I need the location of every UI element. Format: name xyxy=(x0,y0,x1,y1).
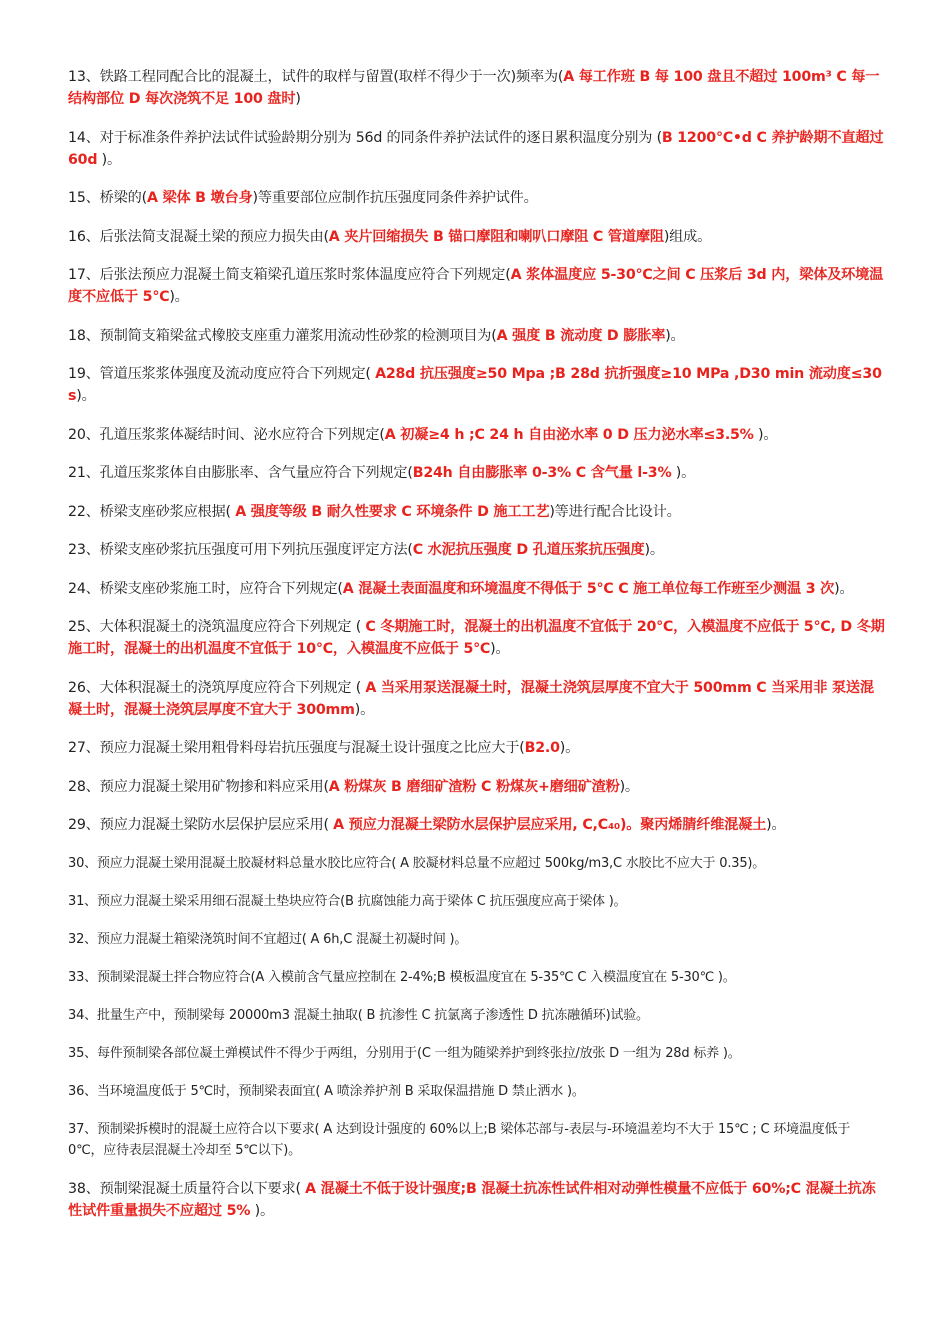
question-text: )。 xyxy=(559,740,580,756)
question-text: )。 xyxy=(490,641,510,657)
answer-text: C 水泥抗压强度 D 孔道压浆抗压强度 xyxy=(412,542,645,558)
question-text: )。 xyxy=(354,701,375,718)
question-item xyxy=(68,1119,886,1161)
question-text: 26、大体积混凝土的浇筑厚度应符合下列规定 ( xyxy=(68,679,366,696)
question-item xyxy=(68,187,886,209)
answer-text: B 1200℃•d C 养护龄期不直超过 60d xyxy=(68,129,884,168)
answer-text: A 梁体 B 墩台身 xyxy=(146,190,253,206)
question-text: 24、桥梁支座砂浆施工时，应符合下列规定( xyxy=(68,580,343,597)
question-text: 25、大体积混凝土的浇筑温度应符合下列规定 ( xyxy=(68,619,366,635)
question-item xyxy=(68,616,886,660)
question-item xyxy=(68,539,886,561)
question-text: 18、预制简支箱梁盆式橡胶支座重力灌浆用流动性砂浆的检测项目为( xyxy=(68,327,497,344)
question-item xyxy=(68,226,886,248)
answer-text: A 预应力混凝土梁防水层保护层应采用, C,C₄₀)。聚丙烯腈纤维混凝土 xyxy=(333,817,767,833)
question-text: )。 xyxy=(250,1202,274,1219)
question-text: )等进行配合比设计。 xyxy=(549,503,681,520)
answer-text: A 浆体温度应 5-30℃之间 C 压浆后 3d 内，梁体及环境温度不应低于 5℃ xyxy=(68,267,884,305)
answer-text: C 冬期施工时，混凝土的出机温度不宜低于 20℃，入模温度不应低于 5℃, D 冬期施工时，混凝土的出机温度不宜低于 10℃，入模温度不应低于 5℃ xyxy=(68,619,885,657)
answer-text: A 夹片回缩损失 B 锚口摩阻和喇叭口摩阻 C 管道摩阻 xyxy=(328,228,664,245)
question-item xyxy=(68,1081,886,1102)
question-text: )。 xyxy=(753,426,778,443)
question-item xyxy=(68,127,886,171)
question-item xyxy=(68,66,886,110)
question-text: 37、预制梁拆模时的混凝土应符合以下要求( A 达到设计强度的 60%以上;B 梁体芯部与-表层与-环境温差均不大于 15℃ ; C 环境温度低于 0℃，应待表层混凝土冷却至 5℃以下)。 xyxy=(68,1121,851,1158)
question-text: )。 xyxy=(97,151,121,168)
question-text: 17、后张法预应力混凝土简支箱梁孔道压浆时浆体温度应符合下列规定( xyxy=(68,267,511,283)
question-text: 30、预应力混凝土梁用混凝土胶凝材料总量水胶比应符合( A 胶凝材料总量不应超过 500kg/m3,C 水胶比不应大于 0.35)。 xyxy=(68,855,766,871)
question-text: 23、桥梁支座砂浆抗压强度可用下列抗压强度评定方法( xyxy=(68,542,413,558)
question-item xyxy=(68,462,886,484)
question-text: 21、孔道压浆浆体自由膨胀率、含气量应符合下列规定( xyxy=(68,465,413,481)
question-item xyxy=(68,814,886,836)
question-item xyxy=(68,737,886,759)
question-text: )组成。 xyxy=(663,228,712,245)
question-item xyxy=(68,424,886,446)
question-text: 34、批量生产中，预制梁每 20000m3 混凝土抽取( B 抗渗性 C 抗氯离子渗透性 D 抗冻融循环)试验。 xyxy=(68,1007,649,1023)
question-text: )等重要部位应制作抗压强度同条件养护试件。 xyxy=(252,190,538,206)
question-list xyxy=(68,66,886,1238)
answer-text: A 强度等级 B 耐久性要求 C 环境条件 D 施工工艺 xyxy=(235,503,550,520)
question-item xyxy=(68,264,886,308)
question-item xyxy=(68,363,886,407)
question-item xyxy=(68,891,886,912)
question-item xyxy=(68,853,886,874)
answer-text: A28d 抗压强度≥50 Mpa ;B 28d 抗折强度≥10 MPa ,D30 min 流动度≤30 s xyxy=(68,366,882,404)
question-text: )。 xyxy=(76,388,96,404)
question-item xyxy=(68,1043,886,1064)
question-text: 33、预制梁混凝土拌合物应符合(A 入模前含气量应控制在 2-4%;B 模板温度宜在 5-35℃ C 入模温度宜在 5-30℃ )。 xyxy=(68,969,736,985)
question-text: 13、铁路工程同配合比的混凝土，试件的取样与留置(取样不得少于一次)频率为( xyxy=(68,69,564,85)
question-text: 36、当环境温度低于 5℃时，预制梁表面宜( A 喷涂养护剂 B 采取保温措施 D 禁止洒水 )。 xyxy=(68,1083,585,1099)
question-text: 31、预应力混凝土梁采用细石混凝土垫块应符合(B 抗腐蚀能力高于梁体 C 抗压强度应高于梁体 )。 xyxy=(68,893,627,909)
question-text: 19、管道压浆浆体强度及流动度应符合下列规定( xyxy=(68,366,376,382)
question-text: ) xyxy=(295,91,301,107)
answer-text: A 初凝≥4 h ;C 24 h 自由泌水率 0 D 压力泌水率≤3.5% xyxy=(384,426,754,443)
question-item xyxy=(68,501,886,523)
answer-text: A 每工作班 B 每 100 盘且不超过 100m³ C 每一结构部位 D 每次浇筑不足 100 盘时 xyxy=(68,69,880,107)
question-text: )。 xyxy=(766,817,786,833)
answer-text: A 粉煤灰 B 磨细矿渣粉 C 粉煤灰+磨细矿渣粉 xyxy=(328,778,620,795)
question-text: 14、对于标准条件养护法试件试验龄期分别为 56d 的同条件养护法试件的逐日累积温度分别为 ( xyxy=(68,129,662,146)
question-item xyxy=(68,929,886,950)
answer-text: B2.0 xyxy=(524,740,560,756)
question-text: )。 xyxy=(169,289,189,305)
question-item xyxy=(68,776,886,798)
question-text: 38、预制梁混凝土质量符合以下要求( xyxy=(68,1180,306,1197)
question-text: )。 xyxy=(665,327,685,344)
question-text: 35、每件预制梁各部位凝土弹模试件不得少于两组，分别用于(C 一组为随梁养护到终张拉/放张 D 一组为 28d 标养 )。 xyxy=(68,1045,741,1061)
question-text: 22、桥梁支座砂浆应根据( xyxy=(68,503,236,520)
answer-text: B24h 自由膨胀率 0-3% C 含气量 l-3% xyxy=(412,465,672,481)
question-text: )。 xyxy=(619,778,639,795)
question-item xyxy=(68,1178,886,1222)
question-item xyxy=(68,967,886,988)
question-text: )。 xyxy=(644,542,664,558)
question-text: )。 xyxy=(671,465,696,481)
question-text: 28、预应力混凝土梁用矿物掺和料应采用( xyxy=(68,778,329,795)
answer-text: A 混凝土表面温度和环境温度不得低于 5℃ C 施工单位每工作班至少测温 3 次 xyxy=(342,580,835,597)
question-text: )。 xyxy=(834,580,854,597)
question-text: 16、后张法简支混凝土梁的预应力损失由( xyxy=(68,228,329,245)
question-text: 27、预应力混凝土梁用粗骨料母岩抗压强度与混凝土设计强度之比应大于( xyxy=(68,740,525,756)
question-item xyxy=(68,578,886,600)
question-text: 32、预应力混凝土箱梁浇筑时间不宜超过( A 6h,C 混凝土初凝时间 )。 xyxy=(68,931,468,947)
answer-text: A 当采用泵送混凝土时，混凝土浇筑层厚度不宜大于 500mm C 当采用非 泵送混凝土时，混凝土浇筑层厚度不宜大于 300mm xyxy=(68,679,874,718)
question-item xyxy=(68,1005,886,1026)
question-text: 29、预应力混凝土梁防水层保护层应采用( xyxy=(68,817,334,833)
answer-text: A 混凝土不低于设计强度;B 混凝土抗冻性试件相对动弹性模量不应低于 60%;C 混凝土抗冻性试件重量损失不应超过 5% xyxy=(68,1180,876,1219)
answer-text: A 强度 B 流动度 D 膨胀率 xyxy=(496,327,666,344)
question-text: 15、桥梁的( xyxy=(68,190,147,206)
question-item xyxy=(68,325,886,347)
question-text: 20、孔道压浆浆体凝结时间、泌水应符合下列规定( xyxy=(68,426,385,443)
question-item xyxy=(68,677,886,721)
